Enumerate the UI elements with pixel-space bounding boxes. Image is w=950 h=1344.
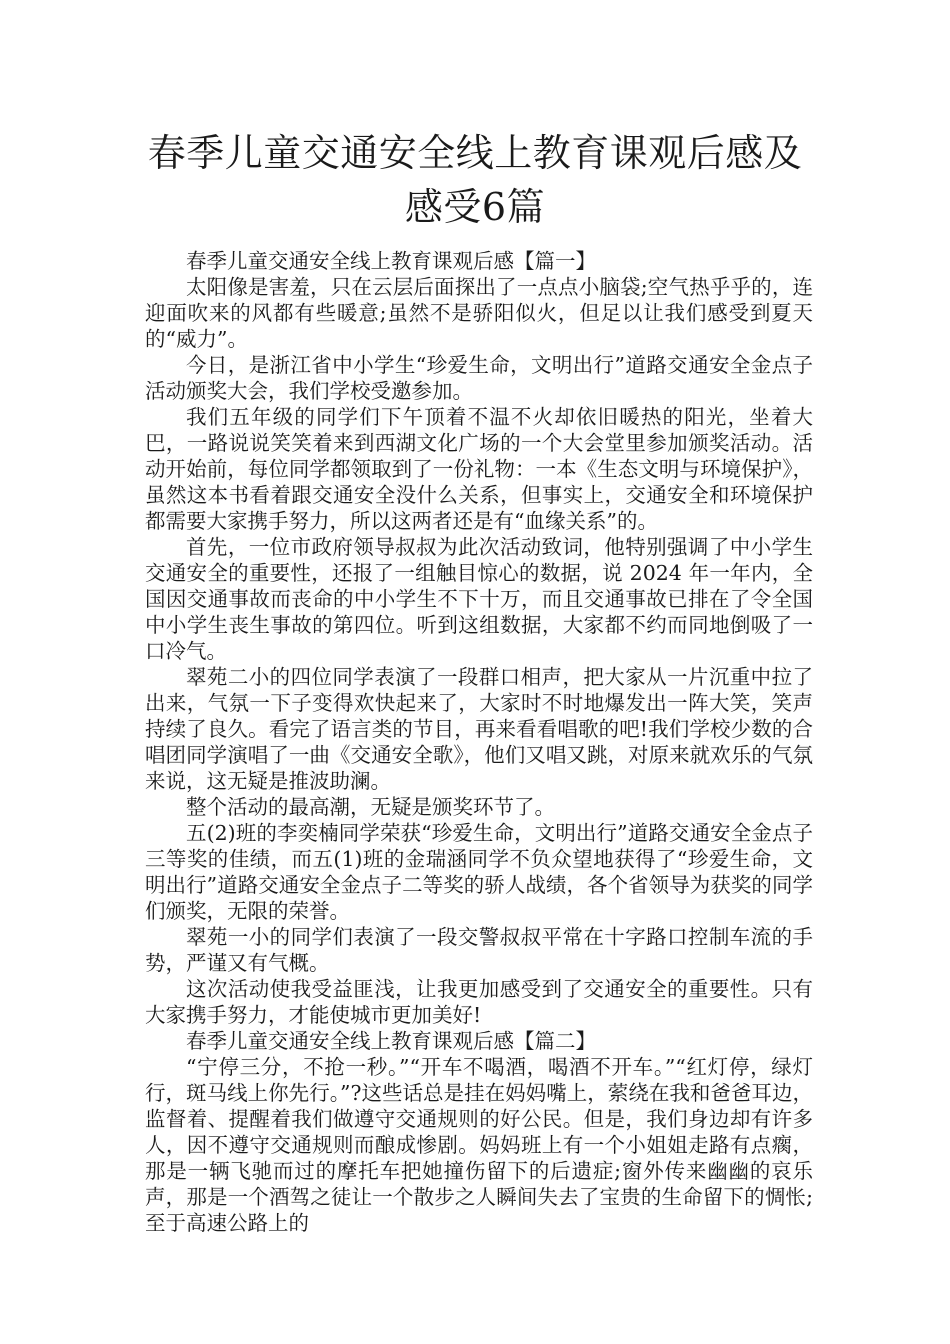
paragraph: “宁停三分，不抢一秒。”“开车不喝酒，喝酒不开车。”“红灯停，绿灯行，斑马线上你先行。”?这些话总是挂在妈妈嘴上，萦绕在我和爸爸耳边，监督着、提醒着我们做遵守交通规则的好公民。但是，我们身边却有许多人，因不遵守交通规则而酿成惨剧。妈妈班上有一个小姐姐走路有点瘸，那是一辆飞驰而过的摩托车把她撞伤留下的后遗症;窗外传来幽幽的哀乐声，那是一个酒驾之徒让一个散步之人瞬间失去了宝贵的生命留下的惆怅;至于高速公路上的 [145,1055,813,1235]
section-heading-2: 春季儿童交通安全线上教育课观后感【篇二】 [186,1029,596,1053]
paragraph: 五(2)班的李奕楠同学荣获“珍爱生命，文明出行”道路交通安全金点子三等奖的佳绩，而五(1)班的金瑞涵同学不负众望地获得了“珍爱生命，文明出行”道路交通安全金点子二等奖的骄人战绩，各个省领导为获奖的同学们颁奖，无限的荣誉。 [145,821,813,923]
section-heading-1: 春季儿童交通安全线上教育课观后感【篇一】 [186,249,596,273]
paragraph: 太阳像是害羞，只在云层后面探出了一点点小脑袋;空气热乎乎的，连迎面吹来的风都有些暖意;虽然不是骄阳似火，但足以让我们感受到夏天的“威力”。 [145,275,813,351]
paragraph: 我们五年级的同学们下午顶着不温不火却依旧暖热的阳光，坐着大巴，一路说说笑笑着来到西湖文化广场的一个大会堂里参加颁奖活动。活动开始前，每位同学都领取到了一份礼物：一本《生态文明与环境保护》，虽然这本书看着跟交通安全没什么关系，但事实上，交通安全和环境保护都需要大家携手努力，所以这两者还是有“血缘关系”的。 [145,405,813,533]
paragraph: 首先，一位市政府领导叔叔为此次活动致词，他特别强调了中小学生交通安全的重要性，还报了一组触目惊心的数据，说 2024 年一年内，全国因交通事故而丧命的中小学生不下十万，而且交通事故已排在了令全国中小学生丧生事故的第四位。听到这组数据，大家都不约而同地倒吸了一口冷气。 [145,535,813,663]
paragraph: 今日，是浙江省中小学生“珍爱生命，文明出行”道路交通安全金点子活动颁奖大会，我们学校受邀参加。 [145,353,813,403]
document-title: 春季儿童交通安全线上教育课观后感及感受6篇 [147,131,803,229]
document-body [145,248,813,1236]
paragraph: 这次活动使我受益匪浅，让我更加感受到了交通安全的重要性。只有大家携手努力，才能使城市更加美好! [145,977,813,1027]
paragraph: 翠苑二小的四位同学表演了一段群口相声，把大家从一片沉重中拉了出来，气氛一下子变得欢快起来了，大家时不时地爆发出一阵大笑，笑声持续了良久。看完了语言类的节目，再来看看唱歌的吧!我们学校少数的合唱团同学演唱了一曲《交通安全歌》，他们又唱又跳，对原来就欢乐的气氛来说，这无疑是推波助澜。 [145,665,813,793]
paragraph: 整个活动的最高潮，无疑是颁奖环节了。 [186,795,555,819]
paragraph: 翠苑一小的同学们表演了一段交警叔叔平常在十字路口控制车流的手势，严谨又有气概。 [145,925,813,975]
